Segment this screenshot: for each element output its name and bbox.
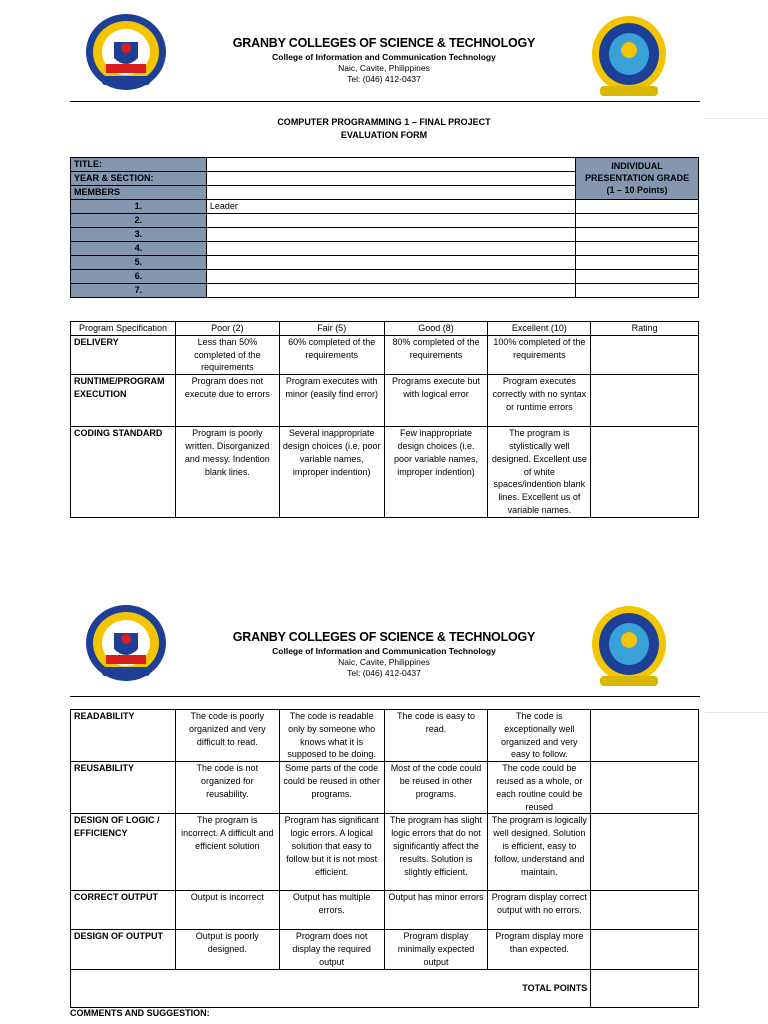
school-address: Naic, Cavite, Philippines [338,657,430,667]
college-name: College of Information and Communication Technology [272,52,496,62]
rating-field[interactable] [591,930,699,969]
member-number: 2. [71,213,207,227]
fair-cell: Several inappropriate design choices (i.e. poor variable names, improper indention) [279,427,384,518]
member-name-field[interactable]: Leader [206,199,575,213]
rating-field[interactable] [591,427,699,518]
member-grade-field[interactable] [576,227,699,241]
header-spec: Program Specification [71,322,176,336]
excellent-cell: Program display correct output with no errors. [488,891,591,930]
member-grade-field[interactable] [576,255,699,269]
member-name-field[interactable] [206,213,575,227]
total-points-label: TOTAL POINTS [71,969,591,1007]
spec-cell: READABILITY [71,710,176,762]
rubric-table-page1 [70,321,699,518]
fair-cell: Some parts of the code could be reused in other programs. [279,762,384,814]
year-section-label: YEAR & SECTION: [71,171,207,185]
poor-cell: The code is poorly organized and very difficult to read. [175,710,279,762]
header-rating: Rating [591,322,699,336]
member-number: 4. [71,241,207,255]
members-label: MEMBERS [71,185,207,199]
member-name-field[interactable] [206,227,575,241]
good-cell: Output has minor errors [384,891,488,930]
form-subtitle: EVALUATION FORM [340,130,428,140]
header-excellent: Excellent (10) [488,322,591,336]
member-name-field[interactable] [206,283,575,297]
rating-field[interactable] [591,375,699,427]
good-cell: The code is easy to read. [384,710,488,762]
fair-cell: Program executes with minor (easily find error) [279,375,384,427]
excellent-cell: The program is stylistically well designed. Excellent use of white spaces/indention blank lines. Excellent us of variable names. [488,427,591,518]
good-cell: 80% completed of the requirements [384,335,488,374]
poor-cell: Output is incorrect [175,891,279,930]
title-field[interactable] [206,158,575,172]
project-info-table [70,157,699,298]
member-grade-field[interactable] [576,283,699,297]
fair-cell: The code is readable only by someone who knows what it is supposed to be doing. [279,710,384,762]
rating-field[interactable] [591,891,699,930]
excellent-cell: The program is logically well designed. Solution is efficient, easy to follow, understand and maintain. [488,814,591,891]
fair-cell: Program does not display the required output [279,930,384,969]
good-cell: Programs execute but with logical error [384,375,488,427]
member-grade-field[interactable] [576,213,699,227]
spec-cell: RUNTIME/PROGRAM EXECUTION [71,375,176,427]
member-number: 5. [71,255,207,269]
spec-cell: DESIGN OF OUTPUT [71,930,176,969]
rubric-table-page2 [70,709,699,1008]
poor-cell: Program is poorly written. Disorganized and messy. Indention blank lines. [175,427,279,518]
school-tel: Tel: (046) 412-0437 [347,668,421,678]
spec-cell: DESIGN OF LOGIC / EFFICIENCY [71,814,176,891]
member-name-field[interactable] [206,255,575,269]
member-grade-field[interactable] [576,199,699,213]
member-grade-field[interactable] [576,241,699,255]
college-name: College of Information and Communication Technology [272,646,496,656]
spec-cell: CODING STANDARD [71,427,176,518]
rating-field[interactable] [591,814,699,891]
good-cell: Few inappropriate design choices (i.e. poor variable names, improper indention) [384,427,488,518]
member-number: 6. [71,269,207,283]
excellent-cell: The code could be reused as a whole, or each routine could be reused [488,762,591,814]
excellent-cell: Program executes correctly with no syntax or runtime errors [488,375,591,427]
excellent-cell: 100% completed of the requirements [488,335,591,374]
form-title: COMPUTER PROGRAMMING 1 – FINAL PROJECT [277,117,491,127]
school-name: GRANBY COLLEGES OF SCIENCE & TECHNOLOGY [232,630,536,644]
fair-cell: Program has significant logic errors. A logical solution that easy to follow but it is not most efficient. [279,814,384,891]
good-cell: The program has slight logic errors that do not significantly affect the results. Solution is slightly efficient. [384,814,488,891]
total-points-field[interactable] [591,969,699,1007]
member-number: 7. [71,283,207,297]
member-number: 1. [71,199,207,213]
member-name-field[interactable] [206,269,575,283]
member-number: 3. [71,227,207,241]
poor-cell: Program does not execute due to errors [175,375,279,427]
good-cell: Most of the code could be reused in other programs. [384,762,488,814]
good-cell: Program display minimally expected output [384,930,488,969]
member-name-field[interactable] [206,241,575,255]
members-field[interactable] [206,185,575,199]
fair-cell: Output has multiple errors. [279,891,384,930]
school-name: GRANBY COLLEGES OF SCIENCE & TECHNOLOGY [232,36,536,50]
school-address: Naic, Cavite, Philippines [338,63,430,73]
rating-field[interactable] [591,710,699,762]
member-grade-field[interactable] [576,269,699,283]
fair-cell: 60% completed of the requirements [279,335,384,374]
title-label: TITLE: [71,158,207,172]
rating-field[interactable] [591,762,699,814]
poor-cell: The code is not organized for reusability. [175,762,279,814]
rating-field[interactable] [591,335,699,374]
poor-cell: Less than 50% completed of the requirements [175,335,279,374]
header-poor: Poor (2) [175,322,279,336]
presentation-grade-header: INDIVIDUAL PRESENTATION GRADE (1 – 10 Points) [576,158,699,200]
spec-cell: REUSABILITY [71,762,176,814]
excellent-cell: Program display more than expected. [488,930,591,969]
header-divider [70,696,700,697]
comments-label: COMMENTS AND SUGGESTION: [70,1008,210,1018]
school-tel: Tel: (046) 412-0437 [347,74,421,84]
header-divider [70,101,700,102]
header-good: Good (8) [384,322,488,336]
page-edge-line [705,712,768,713]
poor-cell: The program is incorrect. A difficult and efficient solution [175,814,279,891]
header-fair: Fair (5) [279,322,384,336]
spec-cell: DELIVERY [71,335,176,374]
spec-cell: CORRECT OUTPUT [71,891,176,930]
poor-cell: Output is poorly designed. [175,930,279,969]
excellent-cell: The code is exceptionally well organized and very easy to follow. [488,710,591,762]
year-section-field[interactable] [206,171,575,185]
